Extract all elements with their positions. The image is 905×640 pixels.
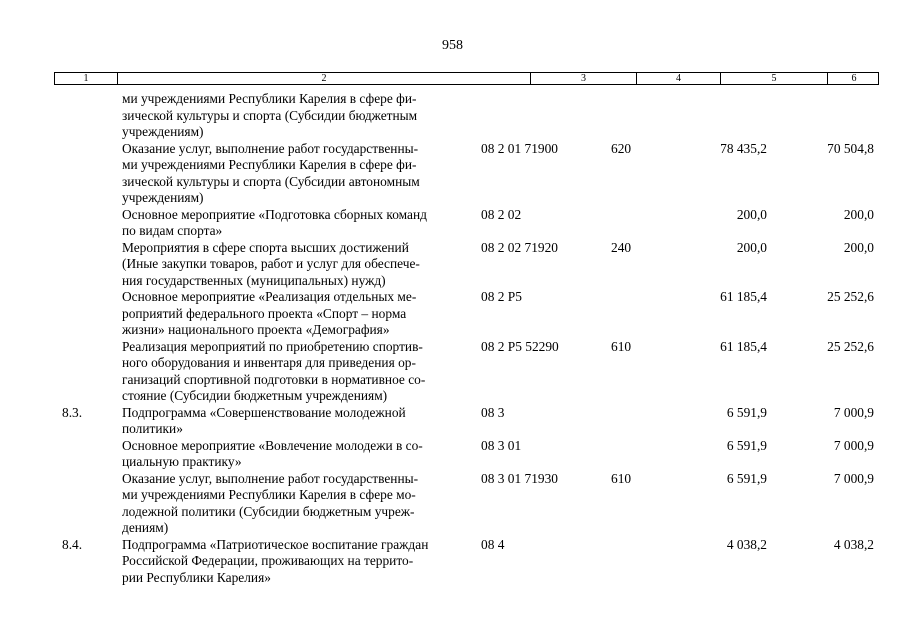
row-name-line: учреждениям) [122,190,204,205]
row-value-col6: 7 000,9 [833,470,874,486]
row-value-col5: 200,0 [736,239,767,255]
row-name [122,537,472,587]
header-col-4: 4 [637,73,721,84]
row-value-col6: 200,0 [843,239,874,255]
row-name-line: ми учреждениями Республики Карелия в сфере мо- [122,487,416,502]
row-name-line: зической культуры и спорта (Субсидии бюджетным [122,107,418,123]
row-name-line: стояние (Субсидии бюджетным учреждениям) [122,388,388,403]
page-number: 958 [442,38,463,53]
row-name-line: циальную практику» [122,454,242,469]
header-col-2: 2 [118,73,531,84]
row-name [122,207,472,240]
header-col-3: 3 [531,73,637,84]
row-name [122,438,472,471]
row-value-col5: 61 185,4 [720,289,767,304]
row-name-line: Российской Федерации, проживающих на террито- [122,553,414,568]
table-body [0,91,905,586]
row-value-col6: 7 000,9 [833,404,874,420]
row-number: 8.3. [62,404,83,420]
row-value-col6: 25 252,6 [827,338,874,354]
row-name [122,339,472,405]
table-row [0,91,905,141]
row-value-col5: 200,0 [736,206,767,222]
row-value-col6: 70 504,8 [827,140,874,156]
table-row [0,471,905,537]
row-name [122,405,472,438]
row-code: 08 2 P5 [481,289,522,304]
table-header [54,72,879,85]
row-expense-type: 610 [611,470,632,486]
table-row [0,289,905,339]
row-name-line: Мероприятия в сфере спорта высших достижений [122,239,409,255]
row-name-line: Оказание услуг, выполнение работ государственны- [122,140,419,156]
row-name-line: по видам спорта» [122,223,223,238]
row-name [122,91,472,141]
row-name-line: ганизаций спортивной подготовки в нормативное со- [122,371,426,387]
row-code: 08 2 02 [481,206,522,222]
table-row [0,240,905,290]
row-name-line: рии Республики Карелия» [122,569,271,585]
row-code: 08 3 01 [481,437,522,453]
table-row [0,141,905,207]
row-name-line: ми учреждениями Республики Карелия в сфере фи- [122,157,417,172]
row-code: 08 2 P5 52290 [481,338,559,354]
row-code: 08 2 01 71900 [481,140,558,156]
row-name-line: Оказание услуг, выполнение работ государственны- [122,470,419,486]
row-name-line: Реализация мероприятий по приобретению спортив- [122,338,423,354]
header-col-6: 6 [851,73,857,84]
row-name-line: учреждениям) [122,124,204,139]
row-expense-type: 620 [611,140,632,156]
row-code: 08 4 [481,536,505,552]
row-value-col6: 4 038,2 [833,536,874,552]
row-name-line: Основное мероприятие «Вовлечение молодежи в со- [122,437,423,453]
row-name-line: (Иные закупки товаров, работ и услуг для обеспече- [122,256,420,271]
row-name-line: ного оборудования и инвентаря для приведения ор- [122,355,416,370]
row-name-line: зической культуры и спорта (Субсидии автономным [122,173,420,189]
row-name-line: Подпрограмма «Совершенствование молодежной [122,404,406,420]
row-name [122,240,472,290]
row-value-col5: 78 435,2 [720,140,767,156]
row-code: 08 2 02 71920 [481,239,558,255]
header-col-1: 1 [55,73,118,84]
row-name-line: Подпрограмма «Патриотическое воспитание граждан [122,536,429,552]
row-name-line: роприятий федерального проекта «Спорт – норма [122,305,407,321]
row-expense-type: 610 [611,338,632,354]
row-expense-type: 240 [611,239,632,255]
row-value-col5: 6 591,9 [726,470,767,486]
row-name [122,289,472,339]
row-name-line: жизни» национального проекта «Демография» [122,322,390,337]
row-name-line: ния государственных (муниципальных) нужд) [122,272,386,288]
row-name-line: Основное мероприятие «Подготовка сборных команд [122,206,427,222]
table-row [0,438,905,471]
row-name-line: ми учреждениями Республики Карелия в сфере фи- [122,91,417,106]
row-name-line: лодежной политики (Субсидии бюджетным учреж- [122,503,415,519]
row-name-line: дениям) [122,520,169,535]
table-row [0,405,905,438]
row-value-col5: 6 591,9 [726,437,767,453]
row-value-col5: 4 038,2 [726,536,767,552]
row-number: 8.4. [62,536,83,552]
row-value-col6: 200,0 [843,206,874,222]
table-row [0,339,905,405]
row-name [122,141,472,207]
row-value-col6: 7 000,9 [833,437,874,453]
row-name-line: политики» [122,421,183,436]
row-code: 08 3 [481,404,505,420]
table-row [0,537,905,587]
header-col-5: 5 [721,73,828,84]
row-name-line: Основное мероприятие «Реализация отдельных ме- [122,289,417,304]
row-value-col5: 6 591,9 [726,404,767,420]
row-code: 08 3 01 71930 [481,470,558,486]
row-value-col6: 25 252,6 [827,289,874,304]
table-row [0,207,905,240]
row-name [122,471,472,537]
row-value-col5: 61 185,4 [720,338,767,354]
